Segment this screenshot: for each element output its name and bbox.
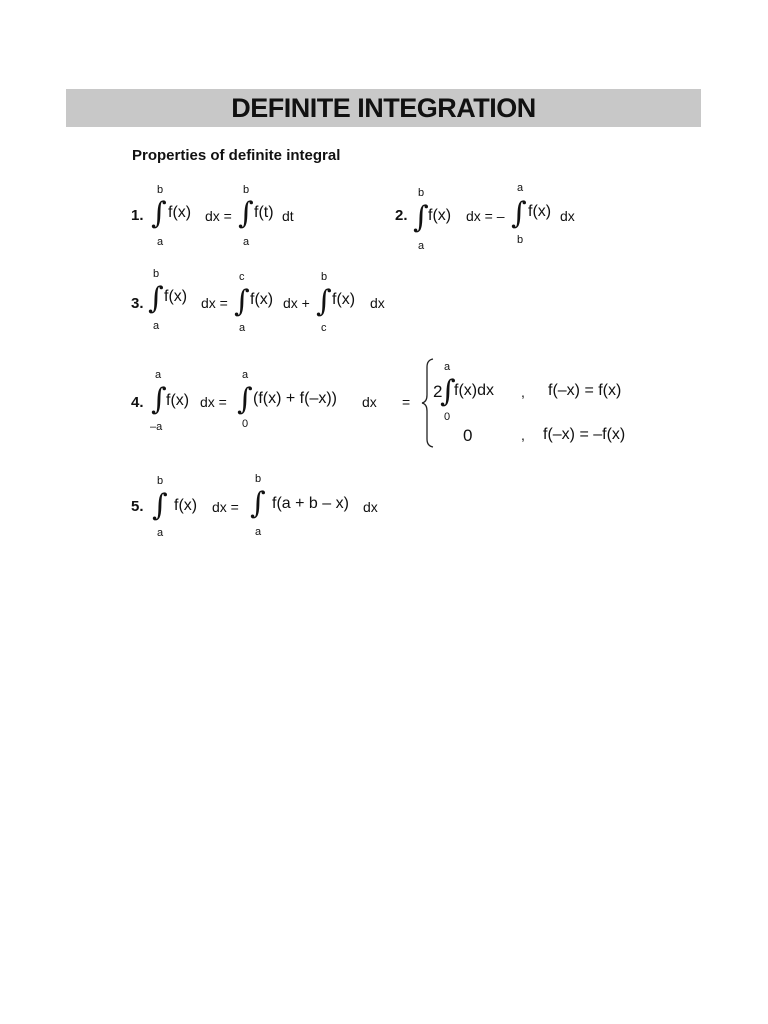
case-comma: , xyxy=(521,427,525,443)
property-number: 2. xyxy=(395,207,408,224)
differential: dx = xyxy=(201,295,228,311)
upper-limit: b xyxy=(157,475,164,487)
property-number: 3. xyxy=(131,295,144,312)
differential: dx = xyxy=(212,499,239,515)
lower-limit: –a xyxy=(150,421,163,433)
integrand: f(t) xyxy=(254,204,274,221)
upper-limit: b xyxy=(153,268,160,280)
upper-limit: b xyxy=(255,473,262,485)
integral-sign: ∫ xyxy=(413,200,429,235)
upper-limit: a xyxy=(517,182,524,194)
differential: dt xyxy=(282,208,294,224)
property-number: 1. xyxy=(131,207,144,224)
upper-limit: a xyxy=(444,361,451,373)
equals-sign: = xyxy=(402,394,411,410)
lower-limit: a xyxy=(255,526,262,538)
integral-sign: ∫ xyxy=(151,382,167,417)
differential: dx xyxy=(362,394,377,410)
lower-limit: 0 xyxy=(242,418,249,430)
lower-limit: b xyxy=(517,234,524,246)
differential: dx xyxy=(560,208,575,224)
integrand: f(a + b – x) xyxy=(272,495,349,512)
integral-sign: ∫ xyxy=(316,284,332,319)
integral-sign: ∫ xyxy=(440,374,456,409)
upper-limit: b xyxy=(321,271,328,283)
integral-sign: ∫ xyxy=(151,196,167,231)
upper-limit: b xyxy=(418,187,425,199)
differential: dx xyxy=(363,499,378,515)
integral-sign: ∫ xyxy=(511,196,527,231)
integral-sign: ∫ xyxy=(250,486,266,521)
integrand: f(x) xyxy=(528,203,552,220)
integrand: f(x) xyxy=(166,392,190,409)
differential: dx = xyxy=(205,208,232,224)
integral-sign: ∫ xyxy=(234,284,250,319)
property-number: 4. xyxy=(131,394,144,411)
title-banner xyxy=(66,89,701,127)
upper-limit: a xyxy=(242,369,249,381)
integrand: f(x) xyxy=(168,204,192,221)
upper-limit: b xyxy=(243,184,250,196)
lower-limit: a xyxy=(157,236,164,248)
integrand: f(x) xyxy=(332,291,356,308)
case-comma: , xyxy=(521,384,525,400)
case-value: f(x)dx xyxy=(454,382,494,399)
differential: dx + xyxy=(283,295,310,311)
integral-sign: ∫ xyxy=(237,382,253,417)
lower-limit: a xyxy=(239,322,246,334)
integral-sign: ∫ xyxy=(152,488,168,523)
upper-limit: c xyxy=(239,271,245,283)
left-brace xyxy=(421,357,437,449)
differential: dx xyxy=(370,295,385,311)
differential: dx = – xyxy=(466,208,505,224)
property-number: 5. xyxy=(131,498,144,515)
integrand: f(x) xyxy=(250,291,274,308)
integrand: f(x) xyxy=(164,288,188,305)
lower-limit: a xyxy=(153,320,160,332)
case-value: 0 xyxy=(463,426,473,445)
section-heading: Properties of definite integral xyxy=(132,147,341,164)
integrand: f(x) xyxy=(174,497,198,514)
page-title: DEFINITE INTEGRATION xyxy=(231,92,536,123)
integral-sign: ∫ xyxy=(148,281,164,316)
lower-limit: a xyxy=(157,527,164,539)
case-condition: f(–x) = f(x) xyxy=(548,382,622,399)
upper-limit: b xyxy=(157,184,164,196)
integrand: (f(x) + f(–x)) xyxy=(253,390,337,407)
lower-limit: a xyxy=(243,236,250,248)
lower-limit: a xyxy=(418,240,425,252)
upper-limit: a xyxy=(155,369,162,381)
lower-limit: c xyxy=(321,322,327,334)
case-condition: f(–x) = –f(x) xyxy=(543,426,626,443)
differential: dx = xyxy=(200,394,227,410)
integrand: f(x) xyxy=(428,207,452,224)
lower-limit: 0 xyxy=(444,411,451,423)
case-coefficient: 2 xyxy=(433,382,443,401)
integral-sign: ∫ xyxy=(238,196,254,231)
